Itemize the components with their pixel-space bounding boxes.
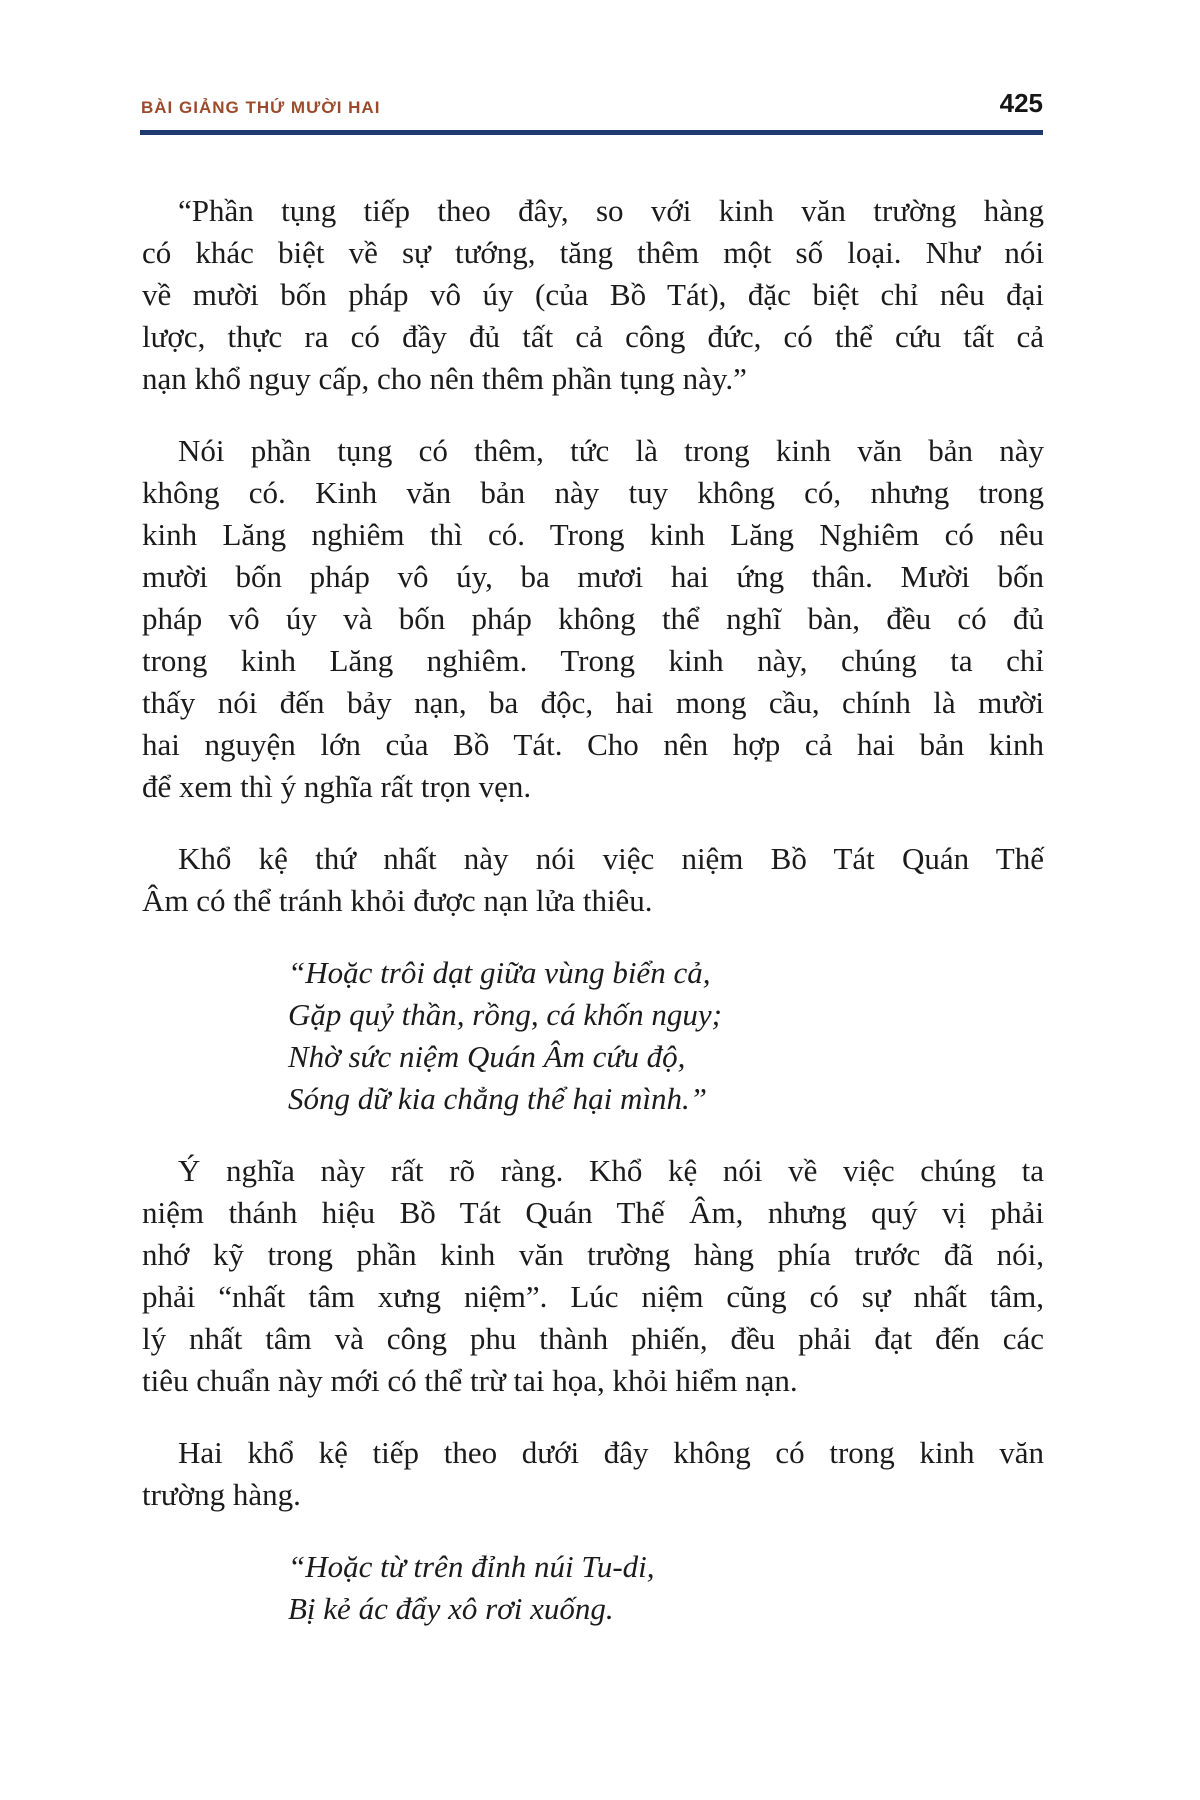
text-line: lý nhất tâm và công phu thành phiến, đều phải đạt đến các [142, 1321, 1044, 1356]
text-line: thấy nói đến bảy nạn, ba độc, hai mong cầu, chính là mười [142, 685, 1044, 720]
text-line: Gặp quỷ thần, rồng, cá khốn nguy; [288, 997, 722, 1032]
text-line: trong kinh Lăng nghiêm. Trong kinh này, chúng ta chỉ [142, 643, 1044, 678]
text-line: Sóng dữ kia chẳng thể hại mình.” [288, 1081, 708, 1116]
page-body [142, 190, 1044, 1630]
text-line: pháp vô úy và bốn pháp không thể nghĩ bàn, đều có đủ [142, 601, 1044, 636]
text-line: Khổ kệ thứ nhất này nói việc niệm Bồ Tát Quán Thế [178, 841, 1044, 876]
text-line: không có. Kinh văn bản này tuy không có, nhưng trong [142, 475, 1044, 510]
text-line: Bị kẻ ác đẩy xô rơi xuống. [288, 1591, 614, 1626]
text-line: phải “nhất tâm xưng niệm”. Lúc niệm cũng có sự nhất tâm, [142, 1279, 1044, 1314]
text-line: hai nguyện lớn của Bồ Tát. Cho nên hợp cả hai bản kinh [142, 727, 1044, 762]
text-line: Âm có thể tránh khỏi được nạn lửa thiêu. [142, 883, 653, 918]
text-line: niệm thánh hiệu Bồ Tát Quán Thế Âm, nhưng quý vị phải [142, 1195, 1044, 1230]
verse-block-2 [142, 1546, 1044, 1630]
text-line: tiêu chuẩn này mới có thể trừ tai họa, khỏi hiểm nạn. [142, 1363, 798, 1398]
text-line: Nói phần tụng có thêm, tức là trong kinh văn bản này [178, 433, 1044, 468]
paragraph-commentary-2 [142, 838, 1044, 922]
text-line: có khác biệt về sự tướng, tăng thêm một số loại. Như nói [142, 235, 1044, 270]
verse-block-1 [142, 952, 1044, 1120]
text-line: trường hàng. [142, 1477, 301, 1512]
text-line: nhớ kỹ trong phần kinh văn trường hàng phía trước đã nói, [142, 1237, 1044, 1272]
text-line: để xem thì ý nghĩa rất trọn vẹn. [142, 769, 532, 804]
paragraph-commentary-3 [142, 1150, 1044, 1402]
text-line: lược, thực ra có đầy đủ tất cả công đức, có thể cứu tất cả [142, 319, 1044, 354]
paragraph-opening-quote [142, 190, 1044, 400]
text-line: nạn khổ nguy cấp, cho nên thêm phần tụng này.” [142, 361, 747, 396]
header-rule [140, 130, 1043, 135]
text-line: mười bốn pháp vô úy, ba mươi hai ứng thân. Mười bốn [142, 559, 1044, 594]
text-line: “Phần tụng tiếp theo đây, so với kinh văn trường hàng [178, 193, 1044, 228]
text-line: kinh Lăng nghiêm thì có. Trong kinh Lăng Nghiêm có nêu [142, 517, 1044, 552]
text-line: “Hoặc trôi dạt giữa vùng biển cả, [288, 955, 711, 990]
text-line: Ý nghĩa này rất rõ ràng. Khổ kệ nói về việc chúng ta [178, 1153, 1044, 1188]
text-line: về mười bốn pháp vô úy (của Bồ Tát), đặc biệt chỉ nêu đại [142, 277, 1044, 312]
text-line: Nhờ sức niệm Quán Âm cứu độ, [288, 1039, 686, 1074]
paragraph-commentary-1 [142, 430, 1044, 808]
paragraph-commentary-4 [142, 1432, 1044, 1516]
text-line: “Hoặc từ trên đỉnh núi Tu-di, [288, 1549, 655, 1584]
text-line: Hai khổ kệ tiếp theo dưới đây không có trong kinh văn [178, 1435, 1044, 1470]
page-number: 425 [999, 88, 1043, 118]
running-title: BÀI GIẢNG THỨ MƯỜI HAI [141, 98, 381, 117]
